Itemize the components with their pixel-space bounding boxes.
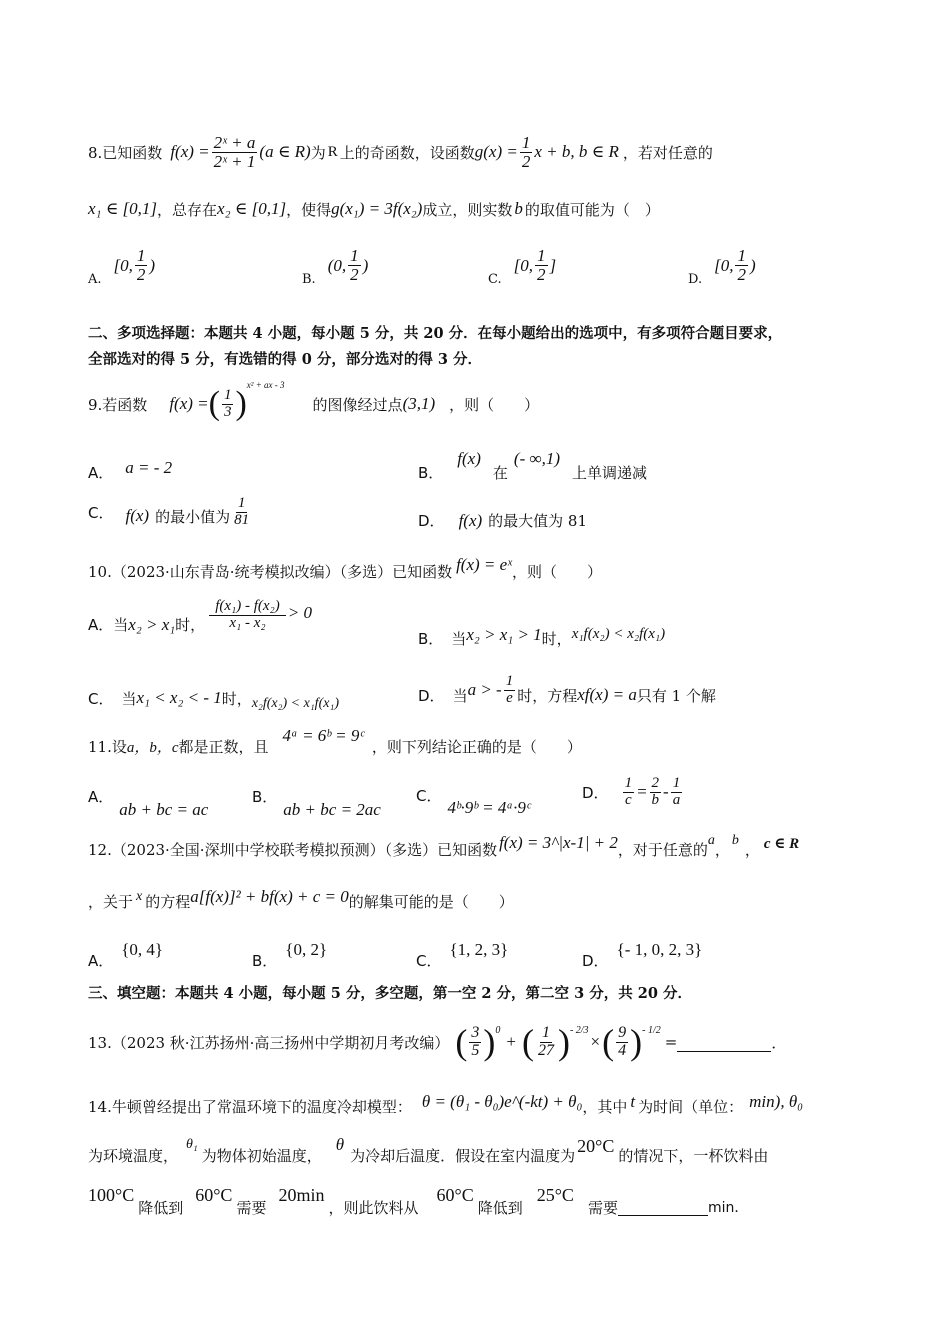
option-set: {0, 2} <box>285 939 328 959</box>
q13-line <box>88 1012 786 1072</box>
option-letter: A． <box>88 952 114 970</box>
q14-text: 降低到 <box>477 1198 523 1217</box>
q10-option-a[interactable] <box>88 596 312 635</box>
q9-prefix: 9.若函数 <box>88 395 148 414</box>
q9-f-lhs: f(x) = <box>169 394 209 413</box>
option-text: 的最大值为 81 <box>488 512 588 530</box>
q12-option-a[interactable] <box>88 928 163 971</box>
q8-mid2: 上的奇函数，设函数 <box>339 143 475 162</box>
q9-end: ，则（ ） <box>449 395 540 414</box>
option-letter: B. <box>302 272 316 287</box>
option-interval: (- ∞,1) <box>513 448 561 468</box>
q11-line <box>88 722 582 756</box>
q14-unit-min: min． <box>707 1200 749 1216</box>
q8-f-frac: $\frac{\text{2ˣ + a}}{\text{2ˣ + 1}}$ <box>213 132 256 171</box>
option-text: 时，方程 <box>517 686 578 705</box>
section3-heading: 三、填空题：本题共 4 小题，每小题 5 分，多空题，第一空 2 分，第二空 3 分，共 20 分． <box>88 985 693 1002</box>
q8-option-d[interactable] <box>688 244 756 287</box>
q14-unit: min), θ₀ <box>749 1092 804 1111</box>
option-text: 只有 1 个解 <box>636 686 716 705</box>
section2-heading-2: 全部选对的得 5 分，有选错的得 0 分，部分选对的得 3 分． <box>88 351 483 368</box>
q11-prefix: 11.设 <box>88 737 127 756</box>
q12-text: 的解集可能的是（ ） <box>348 892 514 911</box>
option-minus: - <box>663 782 669 802</box>
q12-option-b[interactable] <box>252 928 327 971</box>
option-letter: C． <box>416 786 442 805</box>
q8-text-b: ，总存在 <box>157 200 218 219</box>
option-letter: B． <box>418 630 444 648</box>
option-letter: A． <box>88 464 114 482</box>
option-text: 在 <box>492 464 508 482</box>
q14-temp-100: 100°C <box>88 1184 135 1205</box>
option-eq: = <box>636 782 648 802</box>
q11-option-b[interactable] <box>252 786 381 820</box>
q14-text: 的情况下，一杯饮料由 <box>618 1146 769 1165</box>
q11-option-a[interactable] <box>88 786 208 820</box>
q14-text: 为环境温度， <box>88 1146 179 1165</box>
q14-text: 为物体初始温度， <box>201 1146 322 1165</box>
q8-x1-range: x₁ ∈ [0,1] <box>88 199 158 218</box>
q11-eq: 4ᵃ = 6ᵇ = 9ᶜ <box>282 726 364 745</box>
option-letter: C. <box>488 272 502 287</box>
q14-temp-60: 60°C <box>195 1184 233 1205</box>
option-expr: x₁f(x₂) < x₂f(x₁) <box>571 626 666 642</box>
q8-option-a[interactable] <box>88 244 155 287</box>
option-set: {1, 2, 3} <box>449 939 509 959</box>
option-expr: ab + bc = ac <box>119 800 209 819</box>
option-letter: B． <box>252 787 278 806</box>
q14-mid2: 为时间（单位： <box>638 1097 744 1116</box>
q8-f-lhs: f(x) = <box>170 142 210 161</box>
q13-times: × <box>590 1032 601 1051</box>
option-text: 当 <box>452 686 468 705</box>
q9-option-a[interactable] <box>88 452 172 483</box>
interval-right: ) <box>362 255 369 275</box>
q12-line1 <box>88 826 799 860</box>
option-text: 上单调递减 <box>572 464 648 482</box>
option-cond: x₁ < x₂ < - 1 <box>136 688 222 707</box>
q14-text: 降低到 <box>138 1198 184 1217</box>
interval-right: ) <box>149 255 156 275</box>
q14-line2 <box>88 1132 768 1168</box>
q14-text: 为冷却后温度．假设在室内温度为 <box>350 1146 576 1165</box>
q8-x2-range: x₂ ∈ [0,1] <box>217 199 287 218</box>
option-frac: $\frac{1}{c}$ <box>624 775 633 808</box>
option-text: 当 <box>451 630 467 648</box>
interval-frac: $\frac{1}{2}$ <box>737 246 746 284</box>
interval-left: [0, <box>513 255 533 275</box>
option-set: {0, 4} <box>121 939 164 959</box>
q12-b: b <box>731 833 739 848</box>
q13-eq: = <box>664 1033 678 1051</box>
option-letter: A． <box>88 787 114 806</box>
q8-mid3: ，若对任意的 <box>622 143 713 162</box>
q10-end: ，则（ ） <box>511 562 602 581</box>
q11-abc: a，b，c <box>126 739 179 756</box>
interval-right: ) <box>749 255 756 275</box>
option-letter: C． <box>88 689 114 708</box>
q8-mid1: 为 <box>310 143 326 162</box>
q13-term2: ( $\frac{1}{27}$ ) - 2/3 <box>521 1022 589 1062</box>
option-text: 当 <box>113 616 129 634</box>
option-set: {- 1, 0, 2, 3} <box>616 939 703 959</box>
q14-line1 <box>88 1084 803 1120</box>
q8-R: R <box>327 143 338 160</box>
option-expr: a = - 2 <box>125 457 173 477</box>
q12-comma: ， <box>744 840 760 859</box>
option-letter: D． <box>418 512 445 530</box>
option-letter: D． <box>582 783 609 802</box>
q13-end: ． <box>771 1033 787 1052</box>
q10-prefix: 10.（2023·山东青岛·统考模拟改编）（多选）已知函数 <box>88 562 453 581</box>
interval-frac: $\frac{1}{2}$ <box>350 246 359 284</box>
option-cond: a > - <box>467 680 502 700</box>
q10-option-b[interactable] <box>418 620 665 649</box>
q8-g-lhs: g(x) = <box>474 142 518 161</box>
q14-time-20: 20min <box>278 1184 325 1205</box>
q12-x: x <box>136 889 143 904</box>
q12-line2 <box>88 880 514 914</box>
option-expr: x₂f(x₂) < x₁f(x₁) <box>251 696 339 711</box>
q14-answer-blank[interactable] <box>618 1199 708 1216</box>
q9-mid: 的图像经过点 <box>312 395 403 414</box>
interval-left: (0, <box>327 255 347 275</box>
q12-a: a <box>707 833 715 848</box>
option-frac: $\frac{1}{a}$ <box>672 775 681 808</box>
q14-formula: θ = (θ₁ - θ₀)e^(-kt) + θ₀ <box>421 1092 583 1111</box>
q14-text: 需要 <box>236 1198 267 1217</box>
q8-g-rest: x + b, b ∈ R <box>534 142 619 161</box>
option-f: f(x) <box>125 506 150 526</box>
q14-text: ，则此饮料从 <box>328 1198 419 1217</box>
q10-line <box>88 548 602 582</box>
q14-prefix: 14.牛顿曾经提出了常温环境下的温度冷却模型： <box>88 1097 412 1116</box>
option-f: f(x) <box>457 448 481 468</box>
q11-option-c[interactable] <box>416 786 530 818</box>
q14-temp-60b: 60°C <box>436 1184 474 1205</box>
interval-left: [0, <box>714 255 734 275</box>
option-frac: $\frac{1}{81}$ <box>234 495 250 528</box>
q8-option-c[interactable] <box>488 244 556 287</box>
option-expr: ab + bc = 2ac <box>283 800 381 819</box>
q14-theta: θ <box>335 1135 345 1154</box>
q8-option-b[interactable] <box>302 244 368 287</box>
q13-answer-blank[interactable] <box>677 1033 771 1052</box>
interval-frac: $\frac{1}{2}$ <box>537 246 546 284</box>
option-text: 时， <box>541 630 572 648</box>
option-text: 时， <box>221 689 252 708</box>
option-text: 的最小值为 <box>155 507 231 526</box>
q12-text: 的方程 <box>145 892 191 911</box>
q8-prefix: 8.已知函数 <box>88 143 163 162</box>
q8-text-f: 成立，则实数 <box>422 200 513 219</box>
q12-c: c ∈ R <box>763 835 800 852</box>
q12-eq: a[f(x)]² + bf(x) + c = 0 <box>190 887 349 906</box>
interval-frac: $\frac{1}{2}$ <box>136 246 146 284</box>
option-frac: $\frac{2}{b}$ <box>651 775 660 808</box>
q8-text-h: 的取值可能为（ ） <box>524 200 660 219</box>
option-letter: C． <box>416 952 442 970</box>
section2-heading-1: 二、多项选择题：本题共 4 小题，每小题 5 分，共 20 分．在每小题给出的选项中，有多项符合题目要求， <box>88 325 783 342</box>
q9-option-c[interactable] <box>88 496 253 529</box>
q9-exponent: x² + ax - 3 <box>246 380 285 390</box>
q11-mid: 都是正数，且 <box>178 737 269 756</box>
q10-f: f(x) = eˣ <box>456 555 512 574</box>
option-letter: B． <box>252 952 278 970</box>
option-expr: 4ᵇ·9ᵇ = 4ᵃ·9ᶜ <box>447 798 531 817</box>
q14-text: 需要 <box>587 1198 618 1217</box>
q8-b-var: b <box>514 199 523 218</box>
q9-option-d[interactable] <box>418 510 587 531</box>
option-letter: D. <box>688 272 703 287</box>
q8-g-frac: $\frac{1}{2}$ <box>521 132 531 171</box>
interval-left: [0, <box>113 255 133 275</box>
option-letter: D． <box>418 686 445 705</box>
option-expr: xf(x) = a <box>577 685 637 705</box>
q14-line3 <box>88 1180 748 1220</box>
q9-point: (3,1) <box>402 394 436 413</box>
option-f: f(x) <box>458 510 483 530</box>
q13-plus: + <box>506 1032 516 1051</box>
q13-term3: ( $\frac{9}{4}$ ) - 1/2 <box>602 1022 661 1062</box>
q14-theta1: θ₁ <box>186 1137 198 1152</box>
q12-mid: ，对于任意的 <box>617 840 708 859</box>
q12-option-d[interactable] <box>582 928 702 971</box>
q9-line <box>88 376 539 432</box>
q11-option-d[interactable] <box>582 776 684 809</box>
option-cond: x₂ > x₁ > 1 <box>466 624 542 644</box>
q10-option-c[interactable] <box>88 684 339 712</box>
q14-temp-25: 25°C <box>536 1184 574 1205</box>
q14-t: t <box>630 1092 636 1111</box>
q11-end: ，则下列结论正确的是（ ） <box>371 737 582 756</box>
q12-prefix: 12.（2023·全国·深圳中学校联考模拟预测）（多选）已知函数 <box>88 840 498 859</box>
option-rest: > 0 <box>287 602 312 622</box>
q9-option-b[interactable] <box>418 444 647 483</box>
q12-comma: ， <box>714 840 730 859</box>
option-letter: B． <box>418 464 444 482</box>
option-letter: A. <box>88 272 102 287</box>
option-frac: $\frac{\text{f(x₁) - f(x₂)}}{\text{x₁ - x₂}}$ <box>209 599 286 632</box>
q8-line2 <box>88 194 660 224</box>
option-text: 当 <box>121 689 137 708</box>
q12-text: ，关于 <box>88 892 134 911</box>
option-frac: $\frac{1}{e}$ <box>505 673 514 706</box>
q10-option-d[interactable] <box>418 674 716 707</box>
q8-text-d: ，使得 <box>286 200 332 219</box>
q13-term1: ( $\frac{3}{5}$ ) 0 <box>455 1022 501 1062</box>
interval-right: ] <box>549 255 557 275</box>
q8-f-cond: (a ∈ R) <box>259 142 311 161</box>
q8-line1 <box>88 128 713 176</box>
q12-f: f(x) = 3^|x-1| + 2 <box>499 833 618 852</box>
option-cond: x₂ > x₁ <box>128 614 176 634</box>
q14-room-temp: 20°C <box>577 1135 615 1156</box>
option-text: 时， <box>175 616 206 634</box>
q8-condition: g(x₁) = 3f(x₂) <box>331 199 423 218</box>
option-letter: C． <box>88 503 114 522</box>
q14-mid: ，其中 <box>582 1097 628 1116</box>
option-letter: D． <box>582 952 609 970</box>
q12-option-c[interactable] <box>416 928 508 971</box>
option-letter: A． <box>88 616 114 634</box>
q13-prefix: 13.（2023 秋·江苏扬州·高三扬州中学期初月考改编） <box>88 1033 450 1052</box>
q9-base: ( $\frac{1}{3}$ ) <box>208 385 247 422</box>
